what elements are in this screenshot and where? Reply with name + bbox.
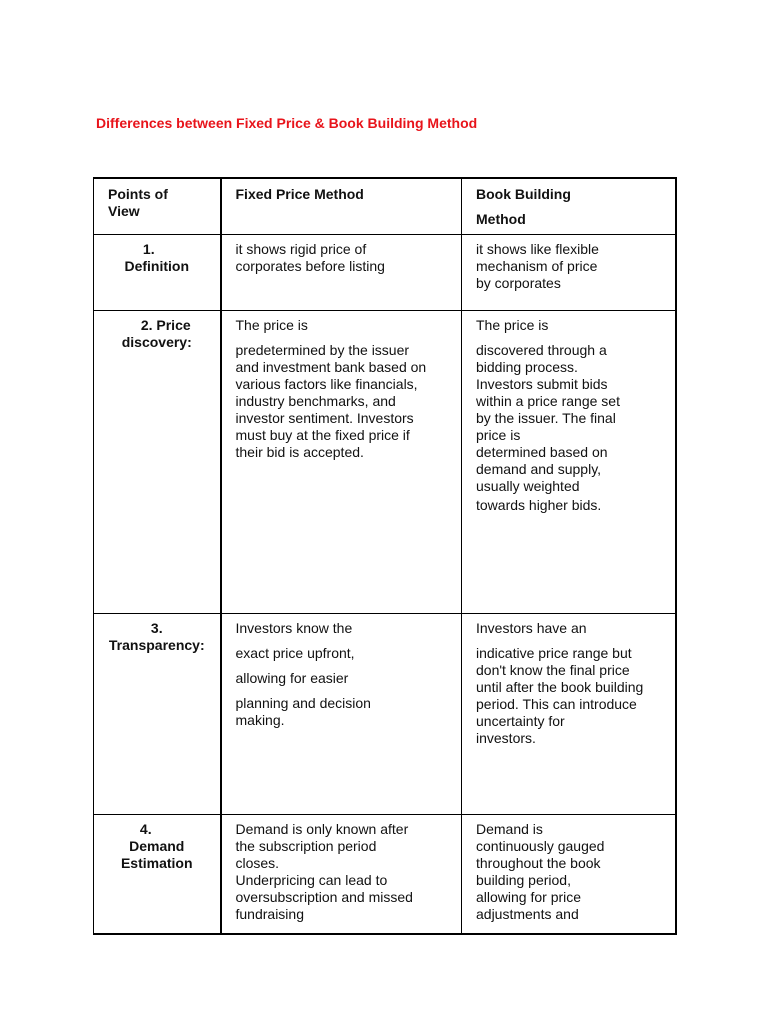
point-line: discovery: [121,333,192,350]
text-line: the subscription period [235,837,377,854]
fixed-price-cell [221,814,462,934]
text-line: and investment bank based on [235,358,427,375]
book-building-cell [462,310,676,613]
text-line: must buy at the fixed price if [235,426,410,443]
text-line: planning and decision [235,694,371,711]
book-building-cell [462,234,676,310]
book-building-cell [462,613,676,814]
text-line: uncertainty for [476,712,565,729]
header-line: Book Building [476,186,571,202]
text-line: by corporates [476,274,561,291]
text-line: bidding process. [476,358,578,375]
point-cell [94,234,221,310]
fixed-price-cell [221,613,462,814]
table-header-row [94,178,676,234]
text-line: Demand is [476,820,543,837]
table-row [94,234,676,310]
text-line: adjustments and [476,905,579,922]
point-cell [94,613,221,814]
point-line: Definition [124,257,190,274]
text-line: price is [476,426,521,443]
text-line: Investors submit bids [476,375,608,392]
fixed-price-cell [221,234,462,310]
header-points-of-view [94,178,221,234]
point-line: Demand [129,837,185,854]
text-line: closes. [235,854,280,871]
text-line: industry benchmarks, and [235,392,396,409]
text-line: oversubscription and missed [235,888,413,905]
text-line: making. [235,711,285,728]
text-line: it shows like flexible [476,240,599,257]
text-line: Investors have an [476,619,587,636]
point-line: Transparency: [108,636,205,653]
header-line: Points of [108,186,168,202]
point-line: 2. Price [140,316,191,333]
text-line: their bid is accepted. [235,443,364,460]
text-line: predetermined by the issuer [235,341,410,358]
text-line: mechanism of price [476,257,598,274]
header-line: View [108,203,140,219]
text-line: building period, [476,871,571,888]
text-line: Underpricing can lead to [235,871,388,888]
text-line: usually weighted [476,477,580,494]
text-line: don't know the final price [476,661,630,678]
text-line: within a price range set [476,392,620,409]
point-cell [94,310,221,613]
table-row [94,310,676,613]
point-line: 3. [150,619,163,636]
table-row [94,814,676,934]
text-line: corporates before listing [235,257,385,274]
fixed-price-cell [221,310,462,613]
book-building-cell [462,814,676,934]
header-book-building [462,178,676,234]
text-line: determined based on [476,443,608,460]
text-line: allowing for price [476,888,582,905]
table-row [94,613,676,814]
text-line: various factors like financials, [235,375,418,392]
text-line: by the issuer. The final [476,409,616,426]
text-line: investors. [476,729,536,746]
text-line: investor sentiment. Investors [235,409,414,426]
text-line: continuously gauged [476,837,605,854]
text-line: discovered through a [476,341,607,358]
text-line: The price is [476,316,549,333]
text-line: demand and supply, [476,460,602,477]
point-line: Estimation [120,854,193,871]
point-cell [94,814,221,934]
text-line: fundraising [235,905,304,922]
text-line: Demand is only known after [235,820,409,837]
text-line: it shows rigid price of [235,240,367,257]
point-line: 4. [139,820,152,837]
text-line: period. This can introduce [476,695,637,712]
text-line: towards higher bids. [476,496,602,513]
text-line: Investors know the [235,619,353,636]
text-line: allowing for easier [235,669,349,686]
document-title: Differences between Fixed Price & Book Building Method [96,115,478,131]
point-line: 1. [142,240,155,257]
text-line: until after the book building [476,678,644,695]
text-line: The price is [235,316,308,333]
text-line: throughout the book [476,854,601,871]
comparison-table [93,177,677,935]
header-line: Method [476,211,526,227]
header-fixed-price: Fixed Price Method [221,178,462,234]
text-line: indicative price range but [476,644,632,661]
text-line: exact price upfront, [235,644,355,661]
